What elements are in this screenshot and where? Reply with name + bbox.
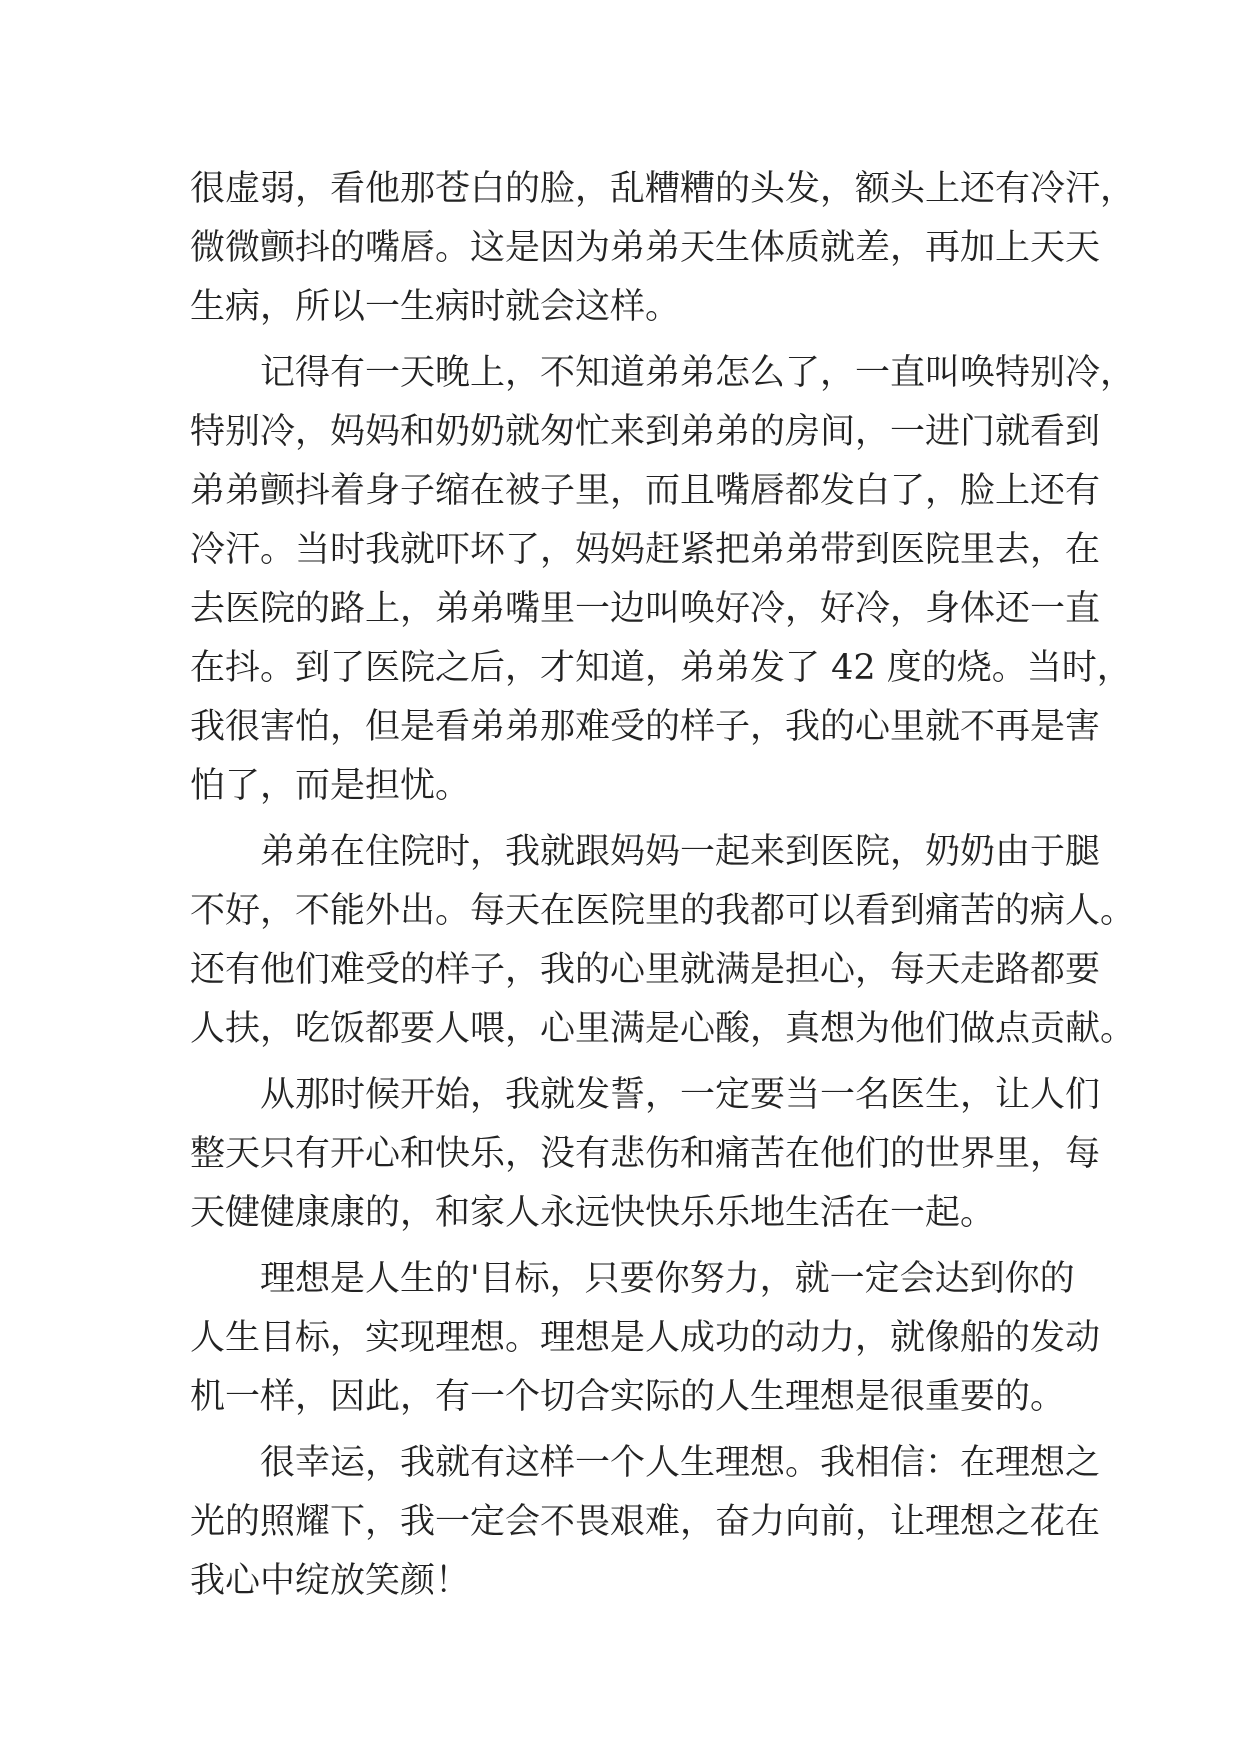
text-line: 人生目标，实现理想。理想是人成功的动力，就像船的发动 [190,1318,1101,1358]
text-line: 记得有一天晚上，不知道弟弟怎么了，一直叫唤特别冷， [260,353,1136,393]
essay-text [190,160,1136,1611]
paragraph [190,823,1136,1059]
paragraph [190,1434,1101,1611]
text-line: 人扶，吃饭都要人喂，心里满是心酸，真想为他们做点贡献。 [190,1009,1136,1049]
text-line: 整天只有开心和快乐，没有悲伤和痛苦在他们的世界里，每 [190,1134,1101,1174]
text-line: 怕了，而是担忧。 [190,766,471,806]
text-line: 很幸运，我就有这样一个人生理想。我相信：在理想之 [260,1443,1101,1483]
text-line: 光的照耀下，我一定会不畏艰难，奋力向前，让理想之花在 [190,1502,1101,1542]
text-line: 我很害怕，但是看弟弟那难受的样子，我的心里就不再是害 [190,707,1101,747]
text-line: 很虚弱，看他那苍白的脸，乱糟糟的头发，额头上还有冷汗， [190,169,1136,209]
text-line: 生病，所以一生病时就会这样。 [190,287,681,327]
text-line: 理想是人生的'目标，只要你努力，就一定会达到你的 [260,1259,1075,1299]
paragraph [190,160,1136,337]
text-line: 微微颤抖的嘴唇。这是因为弟弟天生体质就差，再加上天天 [190,228,1101,268]
text-line: 天健健康康的，和家人永远快快乐乐地生活在一起。 [190,1193,996,1233]
text-line: 不好，不能外出。每天在医院里的我都可以看到痛苦的病人。 [190,891,1136,931]
text-line: 在抖。到了医院之后，才知道，弟弟发了 42 度的烧。当时， [190,648,1132,688]
paragraph [190,344,1136,816]
text-line: 弟弟颤抖着身子缩在被子里，而且嘴唇都发白了，脸上还有 [190,471,1101,511]
paragraph [190,1066,1101,1243]
text-line: 去医院的路上，弟弟嘴里一边叫唤好冷，好冷，身体还一直 [190,589,1101,629]
text-line: 我心中绽放笑颜！ [190,1561,471,1601]
text-line: 机一样，因此，有一个切合实际的人生理想是很重要的。 [190,1377,1066,1417]
text-line: 特别冷，妈妈和奶奶就匆忙来到弟弟的房间，一进门就看到 [190,412,1101,452]
text-line: 弟弟在住院时，我就跟妈妈一起来到医院，奶奶由于腿 [260,832,1101,872]
text-line: 从那时候开始，我就发誓，一定要当一名医生，让人们 [260,1075,1101,1115]
paragraph [190,1250,1101,1427]
text-line: 还有他们难受的样子，我的心里就满是担心，每天走路都要 [190,950,1101,990]
text-line: 冷汗。当时我就吓坏了，妈妈赶紧把弟弟带到医院里去，在 [190,530,1101,570]
